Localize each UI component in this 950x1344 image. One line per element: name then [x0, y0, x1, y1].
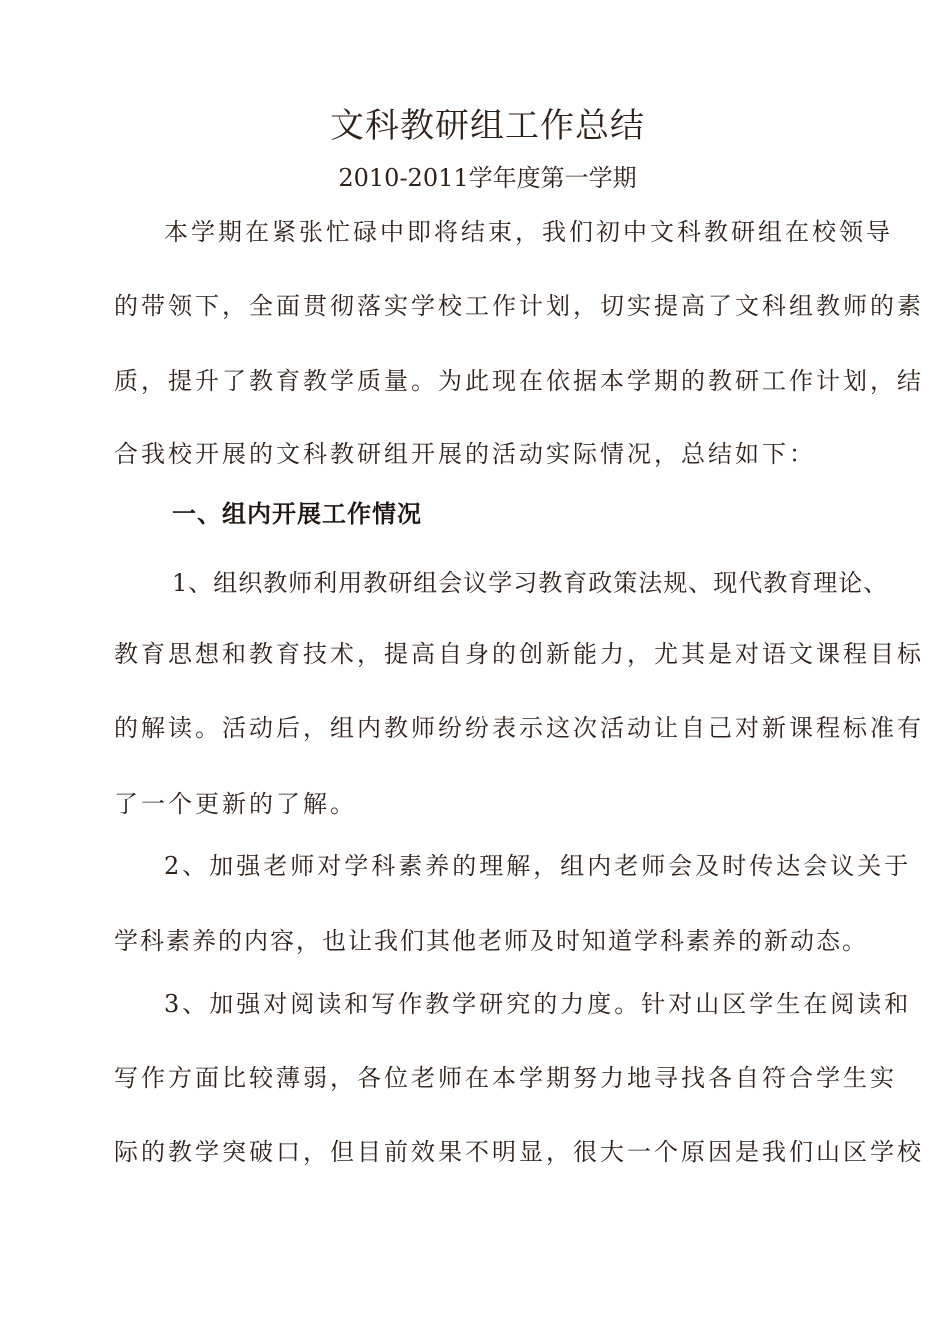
item1-line-2: 教育思想和教育技术，提高自身的创新能力，尤其是对语文课程目标 [114, 640, 924, 668]
item1-line-3: 的解读。活动后，组内教师纷纷表示这次活动让自己对新课程标准有 [114, 714, 924, 742]
item3-line-2: 写作方面比较薄弱，各位老师在本学期努力地寻找各自符合学生实 [114, 1064, 897, 1092]
item3-line-3: 际的教学突破口，但目前效果不明显，很大一个原因是我们山区学校 [114, 1138, 924, 1166]
intro-line-3: 质，提升了教育教学质量。为此现在依据本学期的教研工作计划，结 [114, 367, 924, 395]
item2-line-2: 学科素养的内容，也让我们其他老师及时知道学科素养的新动态。 [114, 927, 868, 955]
item1-line-4: 了一个更新的了解。 [114, 790, 357, 818]
intro-line-1: 本学期在紧张忙碌中即将结束，我们初中文科教研组在校领导 [164, 218, 893, 246]
intro-line-4: 合我校开展的文科教研组开展的活动实际情况，总结如下： [114, 440, 816, 468]
item2-line-1: 2、加强老师对学科素养的理解，组内老师会及时传达会议关于 [164, 852, 912, 880]
section-heading: 一、组内开展工作情况 [172, 500, 422, 528]
intro-line-2: 的带领下，全面贯彻落实学校工作计划，切实提高了文科组教师的素 [114, 292, 924, 320]
item3-line-1: 3、加强对阅读和写作教学研究的力度。针对山区学生在阅读和 [164, 990, 912, 1018]
document-title: 文科教研组工作总结 [330, 106, 645, 146]
item1-line-1: 1、组织教师利用教研组会议学习教育政策法规、现代教育理论、 [172, 569, 889, 597]
document-subtitle: 2010-2011学年度第一学期 [338, 164, 637, 192]
